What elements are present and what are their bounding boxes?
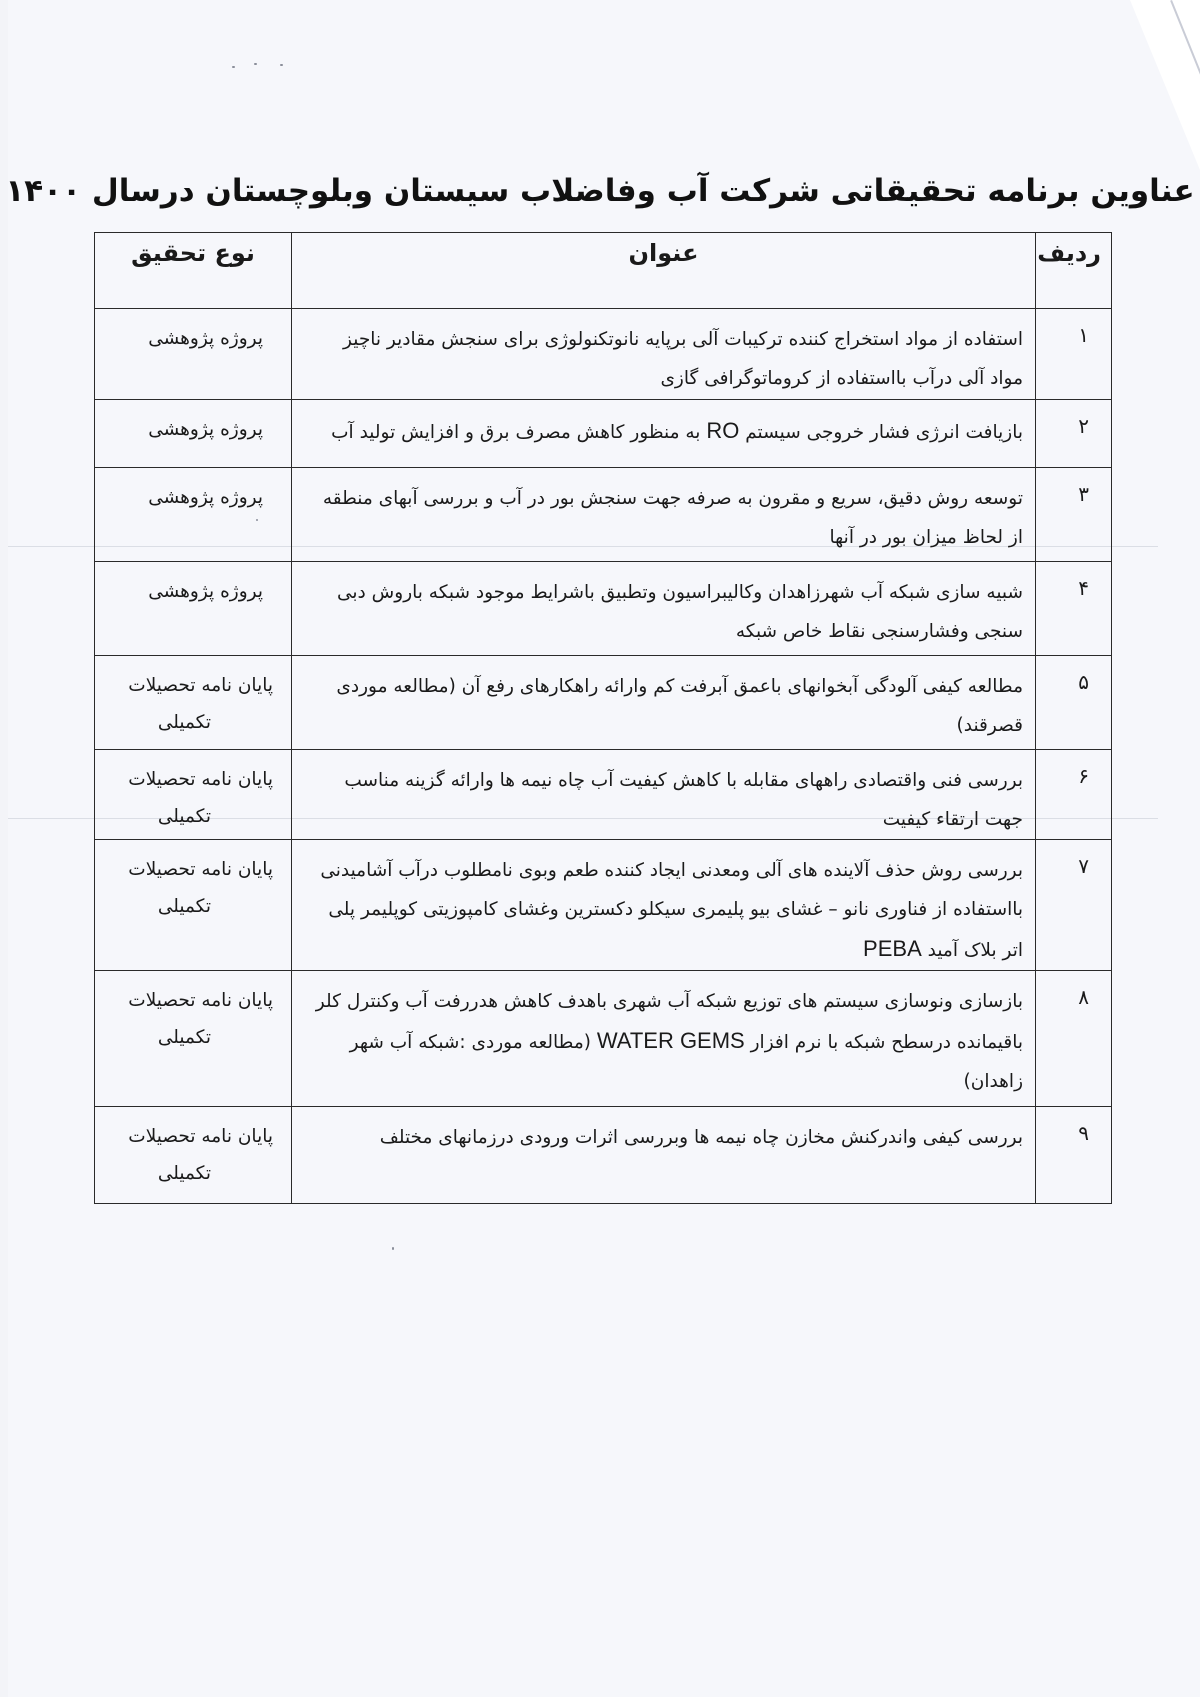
header-research-type: نوع تحقیق: [95, 233, 292, 309]
header-row-number: ردیف: [1036, 233, 1112, 309]
table-row: [95, 750, 1112, 840]
row-type: [95, 562, 292, 656]
row-type-label-cont: تکمیلی: [157, 806, 211, 827]
row-title: [292, 971, 1036, 1107]
folded-corner: [1130, 0, 1200, 170]
row-number: ۲: [1036, 400, 1112, 468]
table-row: [95, 400, 1112, 468]
row-title: بررسی کیفی واندرکنش مخازن چاه نیمه ها وبررسی اثرات ورودی درزمانهای مختلف: [292, 1107, 1036, 1204]
table-row: [95, 840, 1112, 971]
row-title-text: بازیافت انرژی فشار خروجی سیستم: [745, 422, 1023, 443]
row-title-text: بررسی روش حذف آلاینده های آلی ومعدنی ایجاد کننده طعم وبوی نامطلوب درآب آشامیدنی بااستفاده از فناوری نانو – غشای بیو پلیمری سیکلو دکسترین وغشای کامپوزیتی کوپلیمر پلی اتر بلاک آمید: [320, 860, 1023, 961]
row-title: استفاده از مواد استخراج کننده ترکیبات آلی برپایه نانوتکنولوژی برای سنجش مقادیر ناچیز مواد آلی درآب بااستفاده از کروماتوگرافی گازی: [292, 309, 1036, 400]
table-row: [95, 468, 1112, 562]
row-type-label: پایان نامه تحصیلات: [128, 859, 273, 880]
row-type-label: پایان نامه تحصیلات: [128, 990, 273, 1011]
row-type-label: پروژه پژوهشی: [148, 328, 263, 349]
row-title: توسعه روش دقیق، سریع و مقرون به صرفه جهت سنجش بور در آب و بررسی آبهای منطقه از لحاظ میزان بور در آنها: [292, 468, 1036, 562]
scan-speck: [254, 63, 257, 65]
row-title: شبیه سازی شبکه آب شهرزاهدان وکالیبراسیون وتطبیق باشرایط موجود شبکه باروش دبی سنجی وفشارسنجی نقاط خاص شبکه: [292, 562, 1036, 656]
row-type-label-cont: تکمیلی: [157, 712, 211, 733]
scan-speck: [280, 64, 283, 66]
table-row: [95, 562, 1112, 656]
row-type-label-cont: تکمیلی: [157, 896, 211, 917]
table-row: [95, 309, 1112, 400]
row-type: [95, 840, 292, 971]
scan-speck: [392, 1247, 394, 1250]
row-title-latin: WATER GEMS: [596, 1028, 745, 1053]
header-title: عنوان: [292, 233, 1036, 309]
row-type-label-cont: تکمیلی: [157, 1027, 211, 1048]
row-number: ۹: [1036, 1107, 1112, 1204]
scan-speck: [232, 66, 235, 68]
table-row: [95, 1107, 1112, 1204]
table-row: [95, 656, 1112, 750]
row-type-label-cont: تکمیلی: [157, 1163, 211, 1184]
row-title: بررسی فنی واقتصادی راههای مقابله با کاهش کیفیت آب چاه نیمه ها وارائه گزینه مناسب جهت ارتقاء کیفیت: [292, 750, 1036, 840]
row-type-label: پروژه پژوهشی: [148, 419, 263, 440]
table-header-row: [95, 233, 1112, 309]
row-type-label: پروژه پژوهشی: [148, 487, 263, 508]
row-type: [95, 656, 292, 750]
row-type-label: پایان نامه تحصیلات: [128, 769, 273, 790]
row-title-latin: PEBA: [863, 936, 922, 961]
row-type: [95, 750, 292, 840]
row-title: [292, 840, 1036, 971]
row-number: ۸: [1036, 971, 1112, 1107]
table-row: [95, 971, 1112, 1107]
row-title: [292, 400, 1036, 468]
research-table: [94, 232, 1112, 1204]
row-title: مطالعه کیفی آلودگی آبخوانهای باعمق آبرفت کم وارائه راهکارهای رفع آن (مطالعه موردی قصرقند): [292, 656, 1036, 750]
row-type: [95, 400, 292, 468]
row-type: [95, 971, 292, 1107]
row-number: ۷: [1036, 840, 1112, 971]
document-title: عناوین برنامه تحقیقاتی شرکت آب وفاضلاب سیستان وبلوچستان درسال ۱۴۰۰: [5, 172, 1195, 209]
row-number: ۱: [1036, 309, 1112, 400]
row-title-latin: RO: [706, 418, 740, 443]
row-title-text: به منظور کاهش مصرف برق و افزایش تولید آب: [331, 422, 701, 443]
row-type: [95, 309, 292, 400]
row-title-text: (مطالعه موردی :شبکه آب شهر زاهدان): [349, 1032, 1023, 1092]
row-type-label: پروژه پژوهشی: [148, 581, 263, 602]
row-type: [95, 1107, 292, 1204]
row-type-label: پایان نامه تحصیلات: [128, 1126, 273, 1147]
row-number: ۳: [1036, 468, 1112, 562]
row-type-label: پایان نامه تحصیلات: [128, 675, 273, 696]
row-title-text: بازسازی ونوسازی سیستم های توزیع شبکه آب شهری باهدف کاهش هدررفت آب وکنترل کلر باقیمانده درسطح شبکه با نرم افزار: [315, 991, 1023, 1053]
row-type: [95, 468, 292, 562]
row-number: ۵: [1036, 656, 1112, 750]
row-number: ۴: [1036, 562, 1112, 656]
row-number: ۶: [1036, 750, 1112, 840]
